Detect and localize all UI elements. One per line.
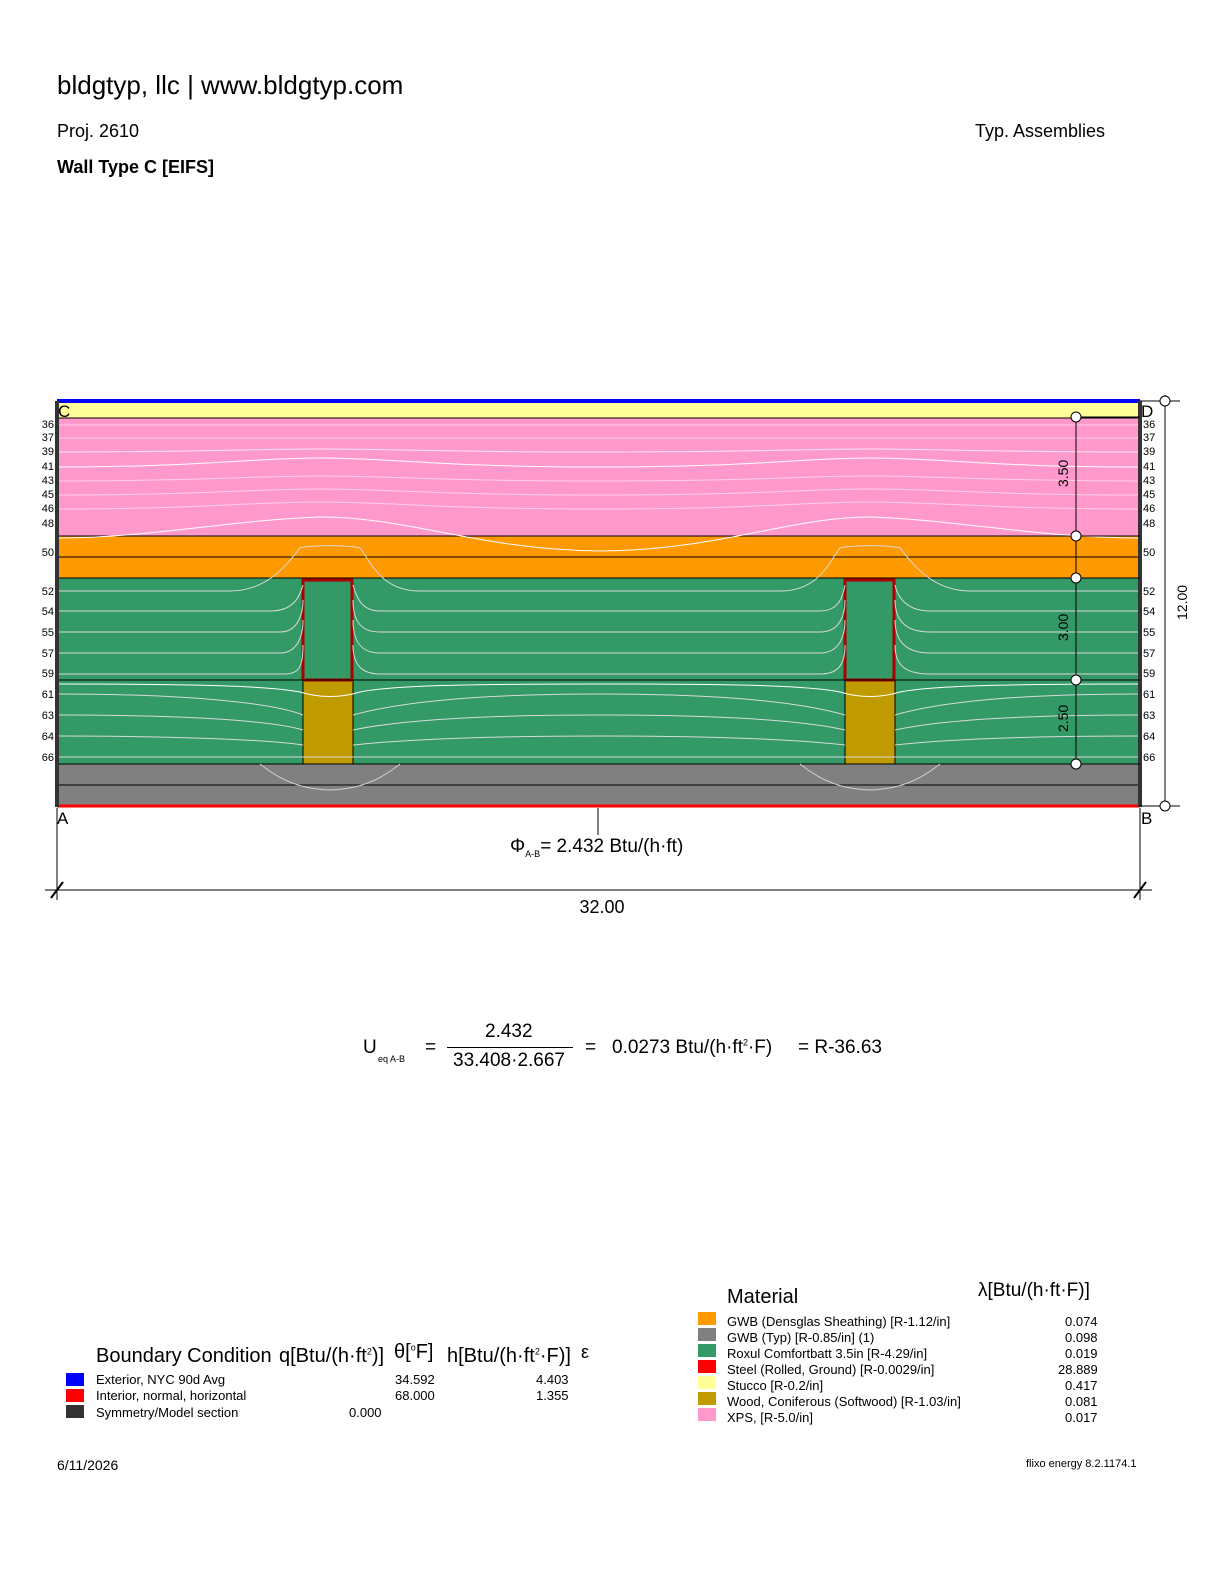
equals-1: =: [425, 1037, 437, 1058]
iso-left-label: 63: [41, 710, 54, 722]
u-symbol: U: [363, 1037, 377, 1058]
material-lambda: 0.074: [1065, 1314, 1098, 1329]
iso-left-label: 41: [41, 461, 54, 473]
iso-right-label: 45: [1143, 489, 1156, 501]
iso-right-label: 55: [1143, 627, 1156, 639]
q-header: $q[Btu/(h\cdot ft^2)]$: [279, 1345, 385, 1367]
iso-left-label: 45: [41, 489, 54, 501]
iso-right-label: 64: [1143, 731, 1156, 743]
boundary-name: Exterior, NYC 90d Avg: [96, 1372, 226, 1387]
xps-layer: [57, 418, 1140, 536]
dim-width: 32.00: [579, 897, 625, 917]
material-swatch: [698, 1376, 716, 1389]
iso-left-label: 43: [41, 475, 54, 487]
material-lambda: 0.019: [1065, 1346, 1098, 1361]
isotherm-labels-left: [42, 419, 54, 764]
wall-section-diagram: [0, 380, 1224, 940]
u-formula: [363, 1020, 923, 1080]
iso-right-label: 37: [1143, 432, 1156, 444]
lambda-header: λ[Btu/(h·ft·F)]: [978, 1280, 1090, 1301]
fraction-bar: [447, 1047, 573, 1048]
iso-left-label: 36: [41, 419, 54, 431]
material-name: GWB (Densglas Sheathing) [R-1.12/in]: [727, 1314, 951, 1329]
footer-version: flixo energy 8.2.1174.1: [1026, 1458, 1137, 1470]
theta-header: θ[$^o$F]: [394, 1341, 434, 1363]
boundary-swatch-symmetry: [66, 1405, 84, 1418]
iso-left-label: 55: [41, 627, 54, 639]
dim-3-50: 3.50: [1055, 459, 1071, 487]
steel-stud-right: [845, 578, 895, 680]
epsilon-header: ε: [581, 1342, 590, 1362]
iso-left-label: 48: [41, 518, 54, 530]
boundary-title: Boundary Condition: [96, 1345, 272, 1367]
iso-right-label: 48: [1143, 518, 1156, 530]
iso-right-label: 50: [1143, 547, 1156, 559]
iso-right-label: 66: [1143, 752, 1156, 764]
iso-right-label: 46: [1143, 503, 1156, 515]
steel-stud-left: [303, 578, 353, 680]
iso-left-label: 50: [41, 547, 54, 559]
boundary-theta: 68.000: [395, 1388, 435, 1403]
material-swatch: [698, 1344, 716, 1357]
material-lambda: 0.017: [1065, 1410, 1098, 1425]
h-header: $h[Btu/(h\cdot ft^2\cdot F)]$: [447, 1345, 571, 1367]
stucco-layer: [57, 402, 1140, 418]
corner-a: A: [57, 809, 69, 828]
boundary-name: Symmetry/Model section: [96, 1405, 239, 1420]
equals-2: =: [585, 1037, 597, 1058]
iso-left-label: 61: [41, 689, 54, 701]
iso-right-label: 54: [1143, 606, 1156, 618]
corner-d: D: [1141, 402, 1154, 421]
project-number: Proj. 2610: [57, 121, 140, 141]
dim-height: 12.00: [1174, 584, 1190, 620]
boundary-swatch-exterior: [66, 1373, 84, 1386]
dim-3-00: 3.00: [1055, 613, 1071, 641]
boundary-h: 4.403: [536, 1372, 569, 1387]
flux-label: $\Phi_{A-B}= 2.432$ Btu/(h·ft): [510, 836, 684, 859]
iso-left-label: 37: [41, 432, 54, 444]
material-lambda: 0.417: [1065, 1378, 1098, 1393]
r-value: = R-36.63: [798, 1037, 882, 1058]
material-title: Material: [727, 1286, 799, 1308]
isotherm-labels-right: [1143, 419, 1155, 764]
u-subscript: eq A-B: [378, 1054, 406, 1064]
iso-left-label: 52: [41, 586, 54, 598]
boundary-swatch-interior: [66, 1389, 84, 1402]
iso-right-label: 52: [1143, 586, 1156, 598]
iso-right-label: 36: [1143, 419, 1156, 431]
material-swatch: [698, 1408, 716, 1421]
material-lambda: 0.098: [1065, 1330, 1098, 1345]
iso-left-label: 59: [41, 668, 54, 680]
iso-left-label: 64: [41, 731, 54, 743]
iso-left-label: 54: [41, 606, 54, 618]
iso-left-label: 39: [41, 446, 54, 458]
iso-right-label: 43: [1143, 475, 1156, 487]
wood-plate-right: [845, 680, 895, 764]
iso-right-label: 59: [1143, 668, 1156, 680]
material-name: Roxul Comfortbatt 3.5in [R-4.29/in]: [727, 1346, 928, 1361]
material-name: GWB (Typ) [R-0.85/in] (1): [727, 1330, 875, 1345]
u-result: 0.0273 Btu/$(h\cdot ft^2\cdot F)$: [612, 1037, 773, 1058]
iso-right-label: 39: [1143, 446, 1156, 458]
category-label: Typ. Assemblies: [975, 121, 1106, 141]
material-name: Wood, Coniferous (Softwood) [R-1.03/in]: [727, 1394, 961, 1409]
wall-type-title: Wall Type C [EIFS]: [57, 157, 215, 177]
iso-right-label: 41: [1143, 461, 1156, 473]
boundary-name: Interior, normal, horizontal: [96, 1388, 247, 1403]
wood-plate-left: [303, 680, 353, 764]
material-name: Stucco [R-0.2/in]: [727, 1378, 824, 1393]
boundary-q: 0.000: [349, 1405, 382, 1420]
material-legend: [698, 1278, 1118, 1428]
material-name: Steel (Rolled, Ground) [R-0.0029/in]: [727, 1362, 935, 1377]
material-name: XPS, [R-5.0/in]: [727, 1410, 813, 1425]
numerator: 2.432: [485, 1021, 533, 1042]
footer-date: 6/11/2026: [57, 1457, 119, 1473]
material-swatch: [698, 1392, 716, 1405]
material-lambda: 0.081: [1065, 1394, 1098, 1409]
material-swatch: [698, 1360, 716, 1373]
dim-2-50: 2.50: [1055, 704, 1071, 732]
iso-right-label: 61: [1143, 689, 1156, 701]
boundary-theta: 34.592: [395, 1372, 435, 1387]
boundary-h: 1.355: [536, 1388, 569, 1403]
material-lambda: 28.889: [1058, 1362, 1098, 1377]
iso-right-label: 57: [1143, 648, 1156, 660]
material-swatch: [698, 1312, 716, 1325]
iso-left-label: 57: [41, 648, 54, 660]
corner-b: B: [1141, 809, 1153, 828]
iso-left-label: 66: [41, 752, 54, 764]
boundary-legend: [66, 1340, 626, 1430]
material-swatch: [698, 1328, 716, 1341]
iso-left-label: 46: [41, 503, 54, 515]
iso-right-label: 63: [1143, 710, 1156, 722]
corner-c: C: [58, 402, 71, 421]
company-name: bldgtyp, llc | www.bldgtyp.com: [57, 70, 404, 100]
denominator: 33.408·2.667: [453, 1050, 565, 1071]
